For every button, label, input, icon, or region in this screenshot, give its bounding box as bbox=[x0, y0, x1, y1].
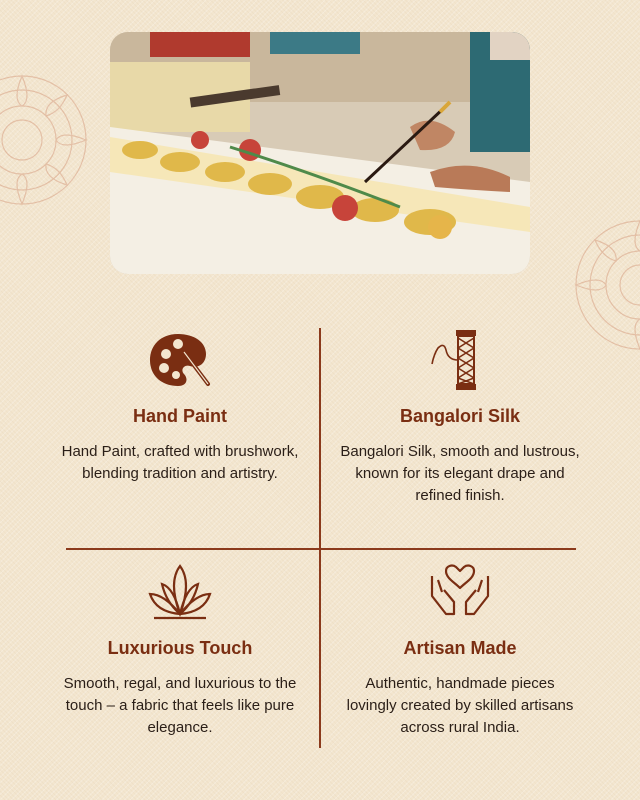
feature-title: Luxurious Touch bbox=[107, 638, 253, 658]
lotus-icon bbox=[60, 560, 300, 624]
feature-bangalori-silk bbox=[340, 328, 580, 507]
feature-title: Bangalori Silk bbox=[399, 406, 521, 426]
features-grid bbox=[60, 328, 580, 748]
feature-description: Bangalori Silk, smooth and lustrous, known for its elegant drape and refined finish. bbox=[340, 443, 580, 504]
feature-title: Hand Paint bbox=[132, 406, 227, 426]
hands-heart-icon bbox=[340, 560, 580, 624]
feature-artisan-made bbox=[340, 560, 580, 739]
feature-description: Smooth, regal, and luxurious to the touch – a fabric that feels like pure elegance. bbox=[63, 675, 297, 736]
horizontal-divider bbox=[66, 548, 576, 550]
mandala-decoration-left bbox=[0, 40, 92, 240]
palette-icon bbox=[60, 328, 300, 392]
feature-luxurious-touch bbox=[60, 560, 300, 739]
feature-title: Artisan Made bbox=[403, 638, 517, 658]
feature-description: Authentic, handmade pieces lovingly created by skilled artisans across rural India. bbox=[346, 675, 574, 736]
hero-image bbox=[110, 32, 530, 274]
thread-spool-icon bbox=[340, 328, 580, 392]
feature-description: Hand Paint, crafted with brushwork, blending tradition and artistry. bbox=[61, 443, 299, 482]
feature-hand-paint bbox=[60, 328, 300, 485]
mandala-decoration-right bbox=[570, 185, 640, 385]
vertical-divider bbox=[319, 328, 321, 748]
